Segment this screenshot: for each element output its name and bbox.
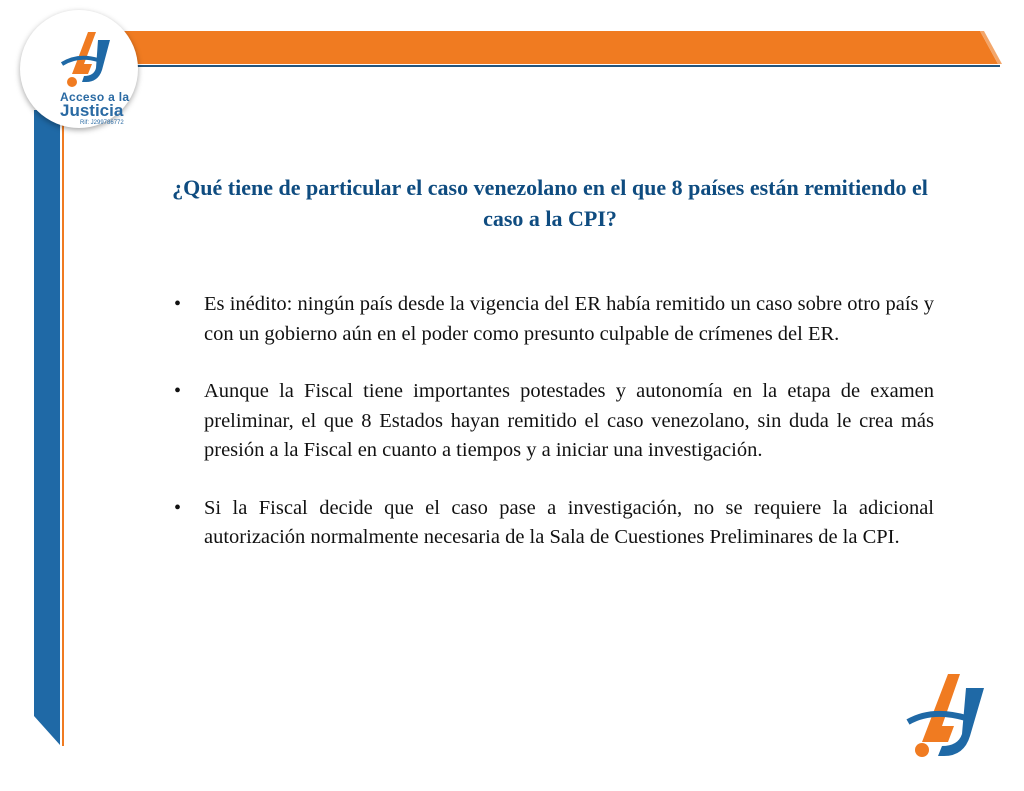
bullet-list: [174, 290, 934, 581]
brand-rif: Rif: J299786772: [80, 120, 124, 126]
brand-logo-mark-icon: [58, 24, 128, 88]
brand-name-line1: Acceso a la: [60, 90, 130, 104]
bullet-item: [174, 494, 934, 553]
bullet-text: Es inédito: ningún país desde la vigencia del ER había remitido un caso sobre otro país y con un gobierno aún en el poder como presunto culpable de crímenes del ER.: [204, 293, 934, 345]
left-blue-band: [30, 80, 70, 791]
brand-logo: [20, 10, 138, 128]
brand-name-line2: Justicia: [60, 101, 124, 120]
slide-title: ¿Qué tiene de particular el caso venezolano en el que 8 países están remitiendo el caso a la CPI?: [172, 175, 928, 231]
bullet-text: Si la Fiscal decide que el caso pase a investigación, no se requiere la adicional autorización normalmente necesaria de la Sala de Cuestiones Preliminares de la CPI.: [204, 496, 934, 548]
bullet-marker: •: [174, 293, 182, 315]
corner-logo-icon: [904, 664, 1004, 764]
bullet-text: Aunque la Fiscal tiene importantes potestades y autonomía en la etapa de examen preliminar, el que 8 Estados hayan remitido el caso venezolano, sin duda le crea más presión a la Fiscal en cuanto a tiempos y a iniciar una investigación.: [204, 380, 934, 461]
bullet-item: [174, 290, 934, 349]
top-orange-band: [80, 28, 1024, 70]
bullet-marker: •: [174, 496, 182, 519]
bullet-marker: •: [174, 380, 182, 402]
bullet-item: [174, 377, 934, 466]
